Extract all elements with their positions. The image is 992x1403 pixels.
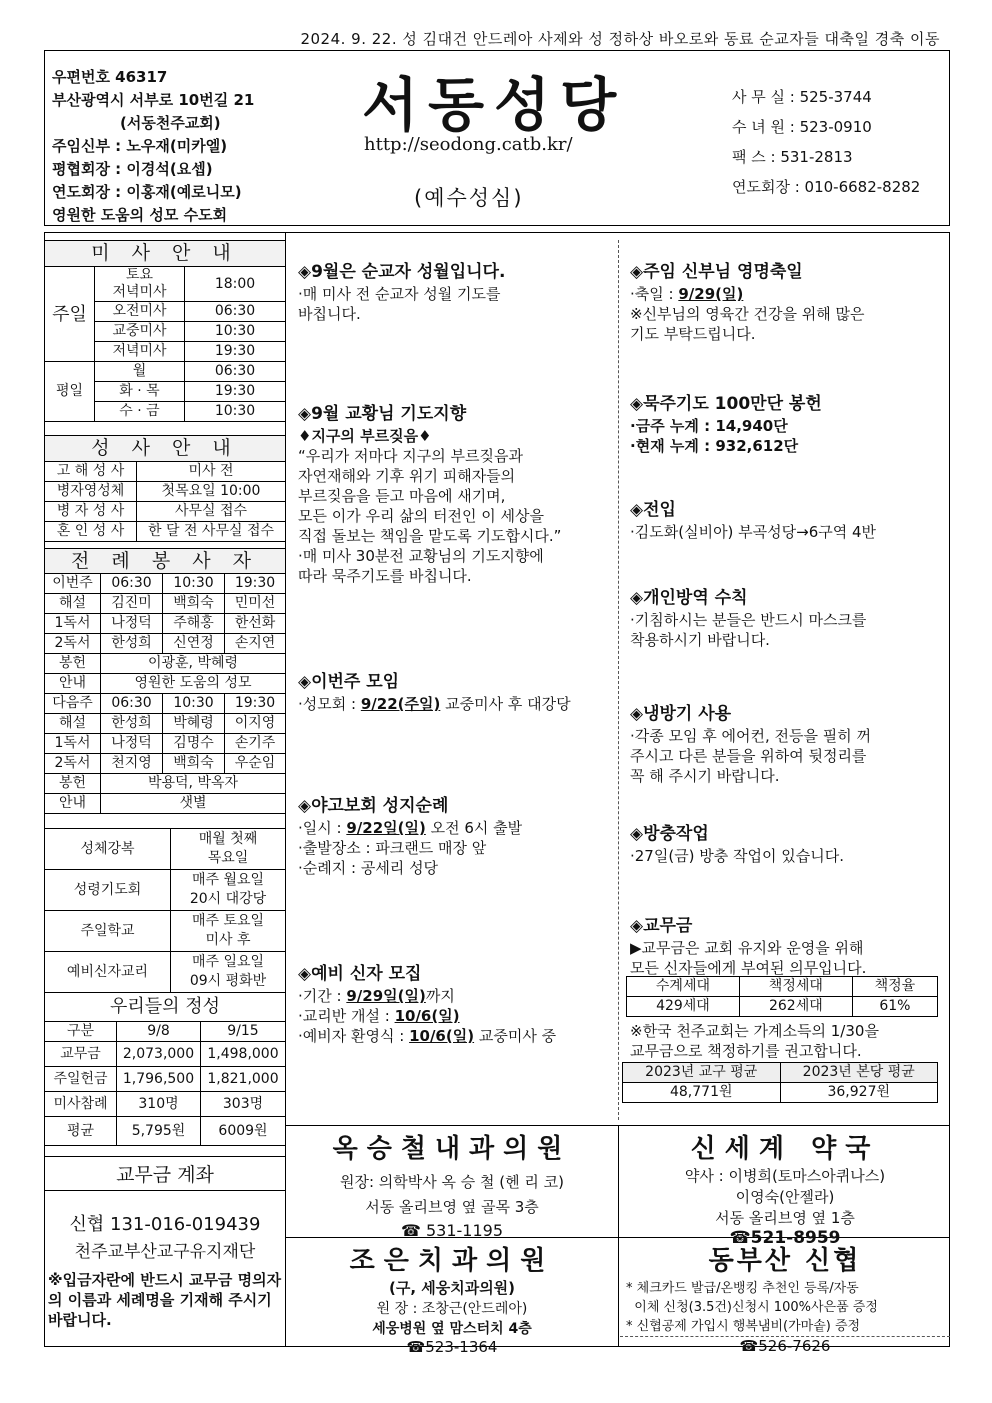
mass-day: 월 (95, 362, 185, 382)
notice-date: 9/29일(일) (346, 987, 426, 1005)
server-cell: 나정덕 (101, 614, 163, 634)
server-cell: 김진미 (101, 594, 163, 614)
notice-date: 9/22(주일) (360, 695, 441, 713)
schedule-table (44, 828, 286, 993)
server-cell: 19:30 (225, 694, 286, 714)
parish-address (52, 66, 254, 227)
notice-pest (630, 824, 945, 866)
mass-time: 10:30 (185, 402, 286, 422)
server-cell: 박용덕, 박옥자 (101, 774, 286, 794)
ad-line: 서동 올리브영 옆 1층 (715, 1209, 855, 1227)
notice-title: ◈묵주기도 100만단 봉헌 (630, 394, 822, 414)
server-cell: 1독서 (45, 734, 101, 754)
sacrament-name: 병 자 성 사 (45, 502, 137, 522)
notice-body: ▶교무금은 교회 유지와 운영을 위해 모든 신자들에게 부여된 의무입니다. (630, 939, 867, 977)
account-divider (44, 1190, 286, 1191)
schedule-time: 매주 일요일 09시 평화반 (171, 952, 286, 993)
ad-name: 신세계 약국 (690, 1134, 880, 1164)
ad-line: ☎ 531-1195 (400, 1221, 504, 1240)
account-divider (44, 1156, 286, 1157)
ad-line: 서동 올리브영 옆 골목 3층 (365, 1198, 539, 1216)
offering-cell: 교무금 (45, 1042, 117, 1067)
sacrament-info: 한 달 전 사무실 접수 (137, 522, 286, 542)
server-cell: 06:30 (101, 694, 163, 714)
schedule-name: 주일학교 (45, 911, 171, 952)
mass-time: 18:00 (185, 267, 286, 302)
server-cell: 다음주 (45, 694, 101, 714)
server-cell: 안내 (45, 674, 101, 694)
address-line: 우편번호 46317 (52, 68, 168, 86)
notice-meetings (298, 672, 616, 714)
server-cell: 박혜령 (163, 714, 225, 734)
offering-cell: 2,073,000 (117, 1042, 201, 1067)
phone-line: 사 무 실 : 525-3744 (732, 88, 872, 106)
notice-date: 9/22일(일) (346, 819, 426, 837)
server-cell: 민미선 (225, 594, 286, 614)
server-cell: 백희숙 (163, 754, 225, 774)
avg-header: 2023년 본당 평균 (780, 1063, 938, 1083)
offering-cell: 6009원 (201, 1117, 286, 1146)
avg-cell: 36,927원 (780, 1083, 938, 1103)
server-cell: 백희숙 (163, 594, 225, 614)
mass-name: 토요 저녁미사 (95, 267, 185, 302)
dues-header: 책정율 (852, 977, 937, 997)
server-cell: 해설 (45, 714, 101, 734)
notice-date: 10/6(일) (394, 1007, 460, 1025)
mass-time: 19:30 (185, 382, 286, 402)
dues-cell: 61% (852, 997, 937, 1017)
dues-header: 책정세대 (739, 977, 852, 997)
notice-text: 까지 (425, 987, 455, 1005)
offering-cell: 1,498,000 (201, 1042, 286, 1067)
address-line: 연도회장 : 이홍재(예로니모) (52, 183, 242, 201)
offering-cell: 1,796,500 (117, 1067, 201, 1092)
dues-note (630, 1021, 945, 1061)
server-cell: 2독서 (45, 754, 101, 774)
ad-line: 원장: 의학박사 옥 승 철 (헨 리 코) (339, 1173, 564, 1191)
ad-line: * 신협공제 가입시 행복냄비(가마솥) 증정 (626, 1319, 861, 1334)
offering-cell: 5,795원 (117, 1117, 201, 1146)
sacrament-title: 성 사 안 내 (45, 436, 286, 462)
server-cell: 한성희 (101, 634, 163, 654)
offering-cell: 303명 (201, 1092, 286, 1117)
notice-transfer (630, 500, 945, 542)
server-cell: 영원한 도움의 성모 (101, 674, 286, 694)
mass-name: 교중미사 (95, 322, 185, 342)
servers-table (44, 548, 286, 814)
server-cell: 나정덕 (101, 734, 163, 754)
ad-divider (618, 1125, 619, 1347)
notice-date: 10/6(일) (409, 1027, 475, 1045)
notice-title: ◈9월 교황님 기도지향 (298, 404, 467, 424)
notice-body: ·금주 누계 : 14,940단 ·현재 누계 : 932,612단 (630, 417, 799, 455)
mass-name: 오전미사 (95, 302, 185, 322)
offerings-table (44, 992, 286, 1146)
mass-time: 06:30 (185, 302, 286, 322)
schedule-name: 성체강복 (45, 829, 171, 870)
ad-line: 원 장 : 조창근(안드레아) (376, 1301, 528, 1317)
notice-body: ·출발장소 : 파크랜드 매장 앞 ·순례지 : 공세리 성당 (298, 839, 487, 877)
date-line: 2024. 9. 22. 성 김대건 안드레아 사제와 성 정하상 바오로와 동료 순교자들 대축일 경축 이동 (300, 30, 940, 48)
sacrament-info: 사무실 접수 (137, 502, 286, 522)
schedule-name: 성령기도회 (45, 870, 171, 911)
notice-title: ◈냉방기 사용 (630, 704, 732, 724)
motto: (예수성심) (414, 186, 524, 210)
address-line: 영원한 도움의 성모 수도회 (52, 206, 228, 224)
notice-title: ◈주임 신부님 영명축일 (630, 262, 803, 282)
avg-cell: 48,771원 (623, 1083, 781, 1103)
notice-body: “우리가 저마다 지구의 부르짖음과 자연재해와 기후 위기 피해자들의 부르짖음을 듣고 마음에 새기며, 모든 이가 우리 삶의 터전인 이 세상을 직접 돌보는 책임을 맡도록 기도합시다.” ·매 미사 30분전 교황님의 기도지향에 따라 묵주기도를 바칩니다. (298, 447, 562, 585)
offering-header: 구분 (45, 1022, 117, 1042)
notice-title: ◈이번주 모임 (298, 672, 400, 692)
address-line: 평협회장 : 이경석(요셉) (52, 160, 213, 178)
sacrament-table (44, 435, 286, 542)
notice-title: ◈전입 (630, 500, 676, 520)
mass-table (44, 240, 286, 422)
address-line: (서동천주교회) (120, 114, 221, 132)
notice-feast (630, 262, 945, 344)
ad-line: * 체크카드 발급/온뱅킹 추천인 등록/자동 (626, 1281, 859, 1296)
page-title: 서동성당 (362, 71, 627, 139)
server-cell: 손기주 (225, 734, 286, 754)
server-cell: 10:30 (163, 574, 225, 594)
ad-line: 이체 신청(3.5건)신청시 100%사은품 증정 (626, 1300, 878, 1315)
dues-header: 수계세대 (627, 977, 740, 997)
server-cell: 우순임 (225, 754, 286, 774)
mass-day: 화 · 목 (95, 382, 185, 402)
notice-text: 오전 6시 출발 (425, 819, 523, 837)
notice-title: ◈개인방역 수칙 (630, 588, 748, 608)
phone-line: 수 녀 원 : 523-0910 (732, 118, 872, 136)
server-cell: 한성희 (101, 714, 163, 734)
server-cell: 1독서 (45, 614, 101, 634)
notice-title: ◈9월은 순교자 성월입니다. (298, 262, 506, 282)
website-url[interactable]: http://seodong.catb.kr/ (364, 134, 573, 155)
offering-cell: 미사참례 (45, 1092, 117, 1117)
ad-line: ☎523-1364 (406, 1338, 498, 1356)
address-line: 주임신부 : 노우재(미카엘) (52, 137, 228, 155)
ad-clinic (287, 1128, 617, 1240)
sacrament-info: 미사 전 (137, 462, 286, 482)
notice-title: ◈야고보회 성지순례 (298, 796, 449, 816)
mass-name: 저녁미사 (95, 342, 185, 362)
servers-title: 전 례 봉 사 자 (45, 549, 286, 574)
notice-body: ·27일(금) 방충 작업이 있습니다. (630, 847, 845, 865)
notice-text: ·일시 : (298, 819, 347, 837)
schedule-name: 예비신자교리 (45, 952, 171, 993)
ad-line: 이영숙(안젤라) (735, 1188, 835, 1206)
notice-text: ·기간 : (298, 987, 347, 1005)
ad-pharmacy (620, 1128, 950, 1248)
notice-pilgrimage (298, 796, 616, 878)
server-cell: 샛별 (101, 794, 286, 814)
notice-aircon (630, 704, 945, 786)
notice-dues (630, 916, 945, 978)
phone-line: 팩 스 : 531-2813 (732, 148, 853, 166)
notice-text: ·교리반 개설 : (298, 1007, 395, 1025)
notice-title: ◈방충작업 (630, 824, 709, 844)
schedule-time: 매주 토요일 미사 후 (171, 911, 286, 952)
server-cell: 손지연 (225, 634, 286, 654)
server-cell: 2독서 (45, 634, 101, 654)
ad-line: ☎526-7626 (620, 1336, 950, 1355)
sacrament-name: 병자영성체 (45, 482, 137, 502)
weekday-label: 평일 (45, 362, 95, 422)
notice-text: ·축일 : (630, 285, 679, 303)
notice-martyrs (298, 262, 613, 324)
notice-title: ◈교무금 (630, 916, 693, 936)
avg-header: 2023년 교구 평균 (623, 1063, 781, 1083)
offering-header: 9/8 (117, 1022, 201, 1042)
mass-day: 수 · 금 (95, 402, 185, 422)
mass-time: 06:30 (185, 362, 286, 382)
server-cell: 19:30 (225, 574, 286, 594)
address-line: 부산광역시 서부로 10번길 21 (52, 91, 255, 109)
server-cell: 김명수 (163, 734, 225, 754)
notice-body: ·매 미사 전 순교자 성월 기도를 바칩니다. (298, 285, 501, 323)
phone-list (732, 82, 920, 202)
notice-body: ·각종 모임 후 에어컨, 전등을 필히 꺼 주시고 다른 분들을 위하여 뒷정리를 꼭 해 주시기 바랍니다. (630, 727, 872, 785)
schedule-time: 매월 첫째 목요일 (171, 829, 286, 870)
offerings-title: 우리들의 정성 (45, 993, 286, 1022)
notice-body: ※한국 천주교회는 가계소득의 1/30을 교무금으로 책정하기를 권고합니다. (630, 1022, 879, 1060)
ad-line: (구, 세웅치과의원) (388, 1279, 516, 1297)
mass-time: 19:30 (185, 342, 286, 362)
ad-name: 조은치과의원 (349, 1246, 555, 1276)
column-divider (618, 240, 619, 1120)
offering-cell: 평균 (45, 1117, 117, 1146)
account-title: 교무금 계좌 (116, 1164, 214, 1186)
server-cell: 10:30 (163, 694, 225, 714)
notice-text: 교중미사 중 (474, 1027, 557, 1045)
server-cell: 주해홍 (163, 614, 225, 634)
notice-subtitle: ♦지구의 부르짖음♦ (298, 427, 432, 445)
account-number: 신협 131-016-019439 (69, 1214, 261, 1235)
sacrament-info: 첫목요일 10:00 (137, 482, 286, 502)
server-cell: 이번주 (45, 574, 101, 594)
sacrament-name: 고 해 성 사 (45, 462, 137, 482)
ad-line: 약사 : 이병희(토마스아퀴나스) (684, 1167, 886, 1185)
offering-header: 9/15 (201, 1022, 286, 1042)
server-cell: 천지영 (101, 754, 163, 774)
sunday-label: 주일 (45, 267, 95, 362)
ad-line: ☎521-8959 (729, 1228, 841, 1248)
notice-text: 교중미사 후 대강당 (440, 695, 571, 713)
offering-cell: 1,821,000 (201, 1067, 286, 1092)
notice-date: 9/29(일) (678, 285, 744, 303)
ad-credit-union (620, 1240, 950, 1355)
server-cell: 이지영 (225, 714, 286, 734)
dues-cell: 262세대 (739, 997, 852, 1017)
notice-text: ·성모회 : (298, 695, 361, 713)
notice-rosary (630, 394, 945, 456)
mass-title: 미 사 안 내 (45, 241, 286, 267)
server-cell: 해설 (45, 594, 101, 614)
server-cell: 이광훈, 박혜령 (101, 654, 286, 674)
ad-line: 세웅병원 옆 맘스터치 4층 (372, 1321, 532, 1337)
notice-pope-intention (298, 404, 616, 586)
server-cell: 봉헌 (45, 654, 101, 674)
server-cell: 06:30 (101, 574, 163, 594)
server-cell: 신연정 (163, 634, 225, 654)
schedule-time: 매주 월요일 20시 대강당 (171, 870, 286, 911)
notice-body: ※신부님의 영육간 건강을 위해 많은 기도 부탁드립니다. (630, 305, 865, 343)
dues-cell: 429세대 (627, 997, 740, 1017)
ad-name: 동부산 신협 (708, 1246, 862, 1276)
offering-cell: 310명 (117, 1092, 201, 1117)
notice-title: ◈예비 신자 모집 (298, 964, 422, 984)
offering-cell: 주일헌금 (45, 1067, 117, 1092)
phone-line: 연도회장 : 010-6682-8282 (732, 178, 921, 196)
notice-body: ·기침하시는 분들은 반드시 마스크를 착용하시기 바랍니다. (630, 611, 867, 649)
dues-average-table (622, 1062, 938, 1103)
sacrament-name: 혼 인 성 사 (45, 522, 137, 542)
notice-quarantine (630, 588, 945, 650)
account-note: ※입금자란에 반드시 교무금 명의자의 이름과 세례명을 기재해 주시기 바랍니다. (48, 1271, 282, 1329)
notice-text: ·예비자 환영식 : (298, 1027, 410, 1045)
ad-dental (287, 1240, 617, 1356)
notice-catechumen (298, 964, 616, 1046)
server-cell: 안내 (45, 794, 101, 814)
ad-name: 옥승철내과의원 (332, 1134, 572, 1164)
account-holder: 천주교부산교구유지재단 (74, 1242, 256, 1262)
dues-table (626, 976, 938, 1017)
mass-time: 10:30 (185, 322, 286, 342)
server-cell: 봉헌 (45, 774, 101, 794)
server-cell: 한선화 (225, 614, 286, 634)
notice-body: ·김도화(실비아) 부곡성당→6구역 4반 (630, 523, 877, 541)
